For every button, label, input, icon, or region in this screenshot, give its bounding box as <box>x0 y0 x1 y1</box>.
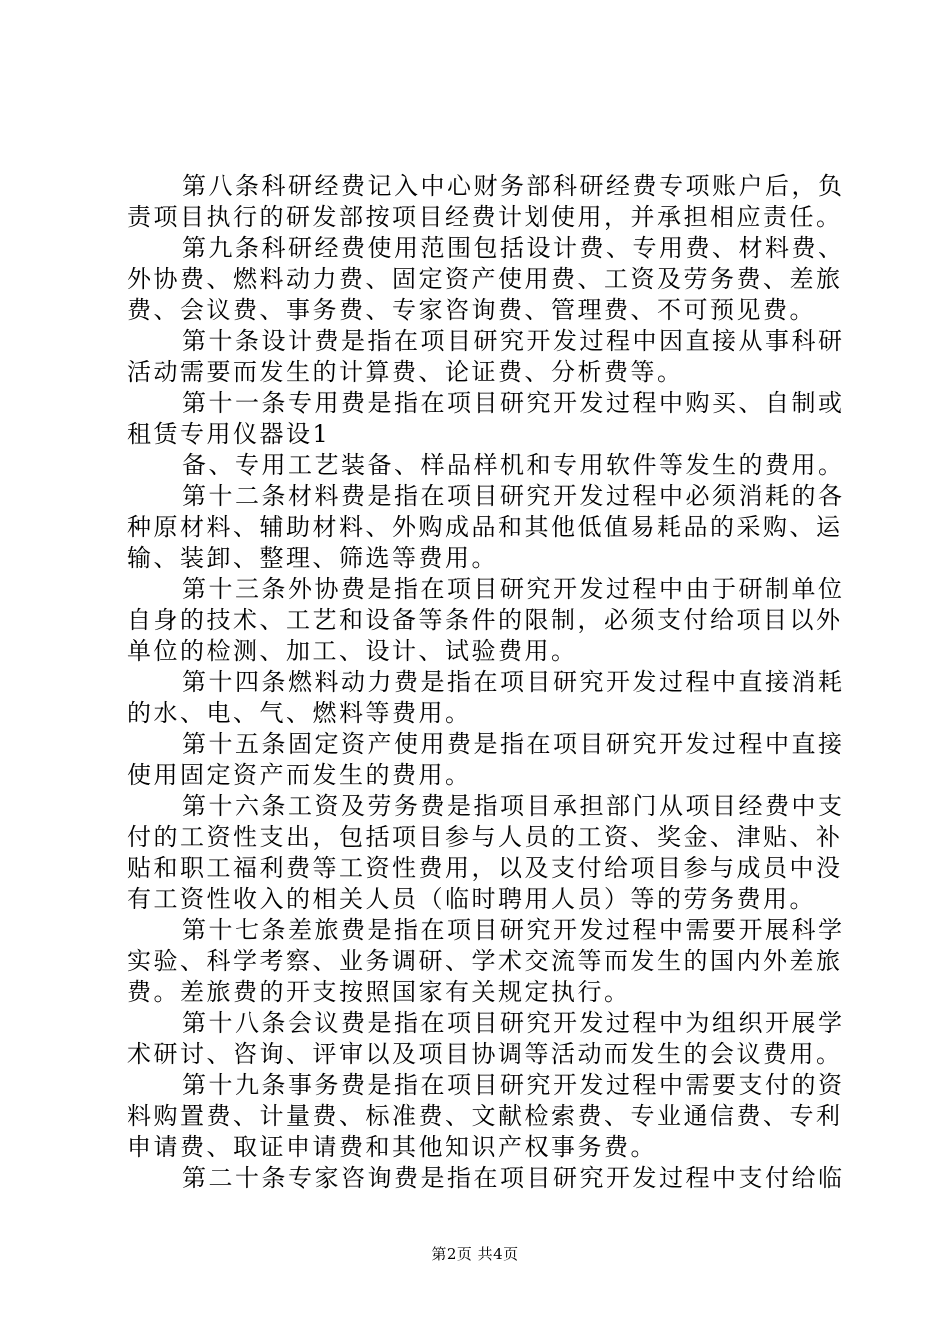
text-line: 责项目执行的研发部按项目经费计划使用，并承担相应责任。 <box>127 203 843 231</box>
text-line: 术研讨、咨询、评审以及项目协调等活动而发生的会议费用。 <box>127 1040 843 1068</box>
text-line: 第十二条材料费是指在项目研究开发过程中必须消耗的各 <box>182 482 845 510</box>
text-line: 实验、科学考察、业务调研、学术交流等而发生的国内外差旅 <box>127 947 843 975</box>
text-line: 活动需要而发生的计算费、论证费、分析费等。 <box>127 358 684 386</box>
text-line: 第十九条事务费是指在项目研究开发过程中需要支付的资 <box>182 1071 845 1099</box>
text-line: 第十五条固定资产使用费是指在项目研究开发过程中直接 <box>182 730 845 758</box>
text-line: 第九条科研经费使用范围包括设计费、专用费、材料费、 <box>182 234 845 262</box>
text-line: 第八条科研经费记入中心财务部科研经费专项账户后，负 <box>182 172 845 200</box>
text-line: 外协费、燃料动力费、固定资产使用费、工资及劳务费、差旅 <box>127 265 843 293</box>
text-line: 第十条设计费是指在项目研究开发过程中因直接从事科研 <box>182 327 845 355</box>
text-line: 第十三条外协费是指在项目研究开发过程中由于研制单位 <box>182 575 845 603</box>
text-line: 贴和职工福利费等工资性费用，以及支付给项目参与成员中没 <box>127 854 843 882</box>
page-number-footer: 第2页 共4页 <box>431 1245 519 1263</box>
text-line: 输、装卸、整理、筛选等费用。 <box>127 544 498 572</box>
text-line: 费。差旅费的开支按照国家有关规定执行。 <box>127 978 631 1006</box>
text-line: 费、会议费、事务费、专家咨询费、管理费、不可预见费。 <box>127 296 816 324</box>
text-line: 第十一条专用费是指在项目研究开发过程中购买、自制或 <box>182 389 845 417</box>
text-line: 第十六条工资及劳务费是指项目承担部门从项目经费中支 <box>182 792 845 820</box>
text-line: 自身的技术、工艺和设备等条件的限制，必须支付给项目以外 <box>127 606 843 634</box>
text-line: 第十八条会议费是指在项目研究开发过程中为组织开展学 <box>182 1009 845 1037</box>
text-line: 的水、电、气、燃料等费用。 <box>127 699 472 727</box>
text-line: 单位的检测、加工、设计、试验费用。 <box>127 637 578 665</box>
text-line: 料购置费、计量费、标准费、文献检索费、专业通信费、专利 <box>127 1102 843 1130</box>
text-line: 申请费、取证申请费和其他知识产权事务费。 <box>127 1133 657 1161</box>
text-line: 备、专用工艺装备、样品样机和专用软件等发生的费用。 <box>182 451 845 479</box>
document-body <box>127 171 845 1194</box>
text-line: 付的工资性支出，包括项目参与人员的工资、奖金、津贴、补 <box>127 823 843 851</box>
text-line: 第十四条燃料动力费是指在项目研究开发过程中直接消耗 <box>182 668 845 696</box>
text-line: 租赁专用仪器设1 <box>127 420 331 448</box>
text-line: 第二十条专家咨询费是指在项目研究开发过程中支付给临 <box>182 1164 845 1192</box>
text-line: 有工资性收入的相关人员（临时聘用人员）等的劳务费用。 <box>127 885 816 913</box>
text-line: 使用固定资产而发生的费用。 <box>127 761 472 789</box>
text-line: 种原材料、辅助材料、外购成品和其他低值易耗品的采购、运 <box>127 513 843 541</box>
text-line: 第十七条差旅费是指在项目研究开发过程中需要开展科学 <box>182 916 845 944</box>
